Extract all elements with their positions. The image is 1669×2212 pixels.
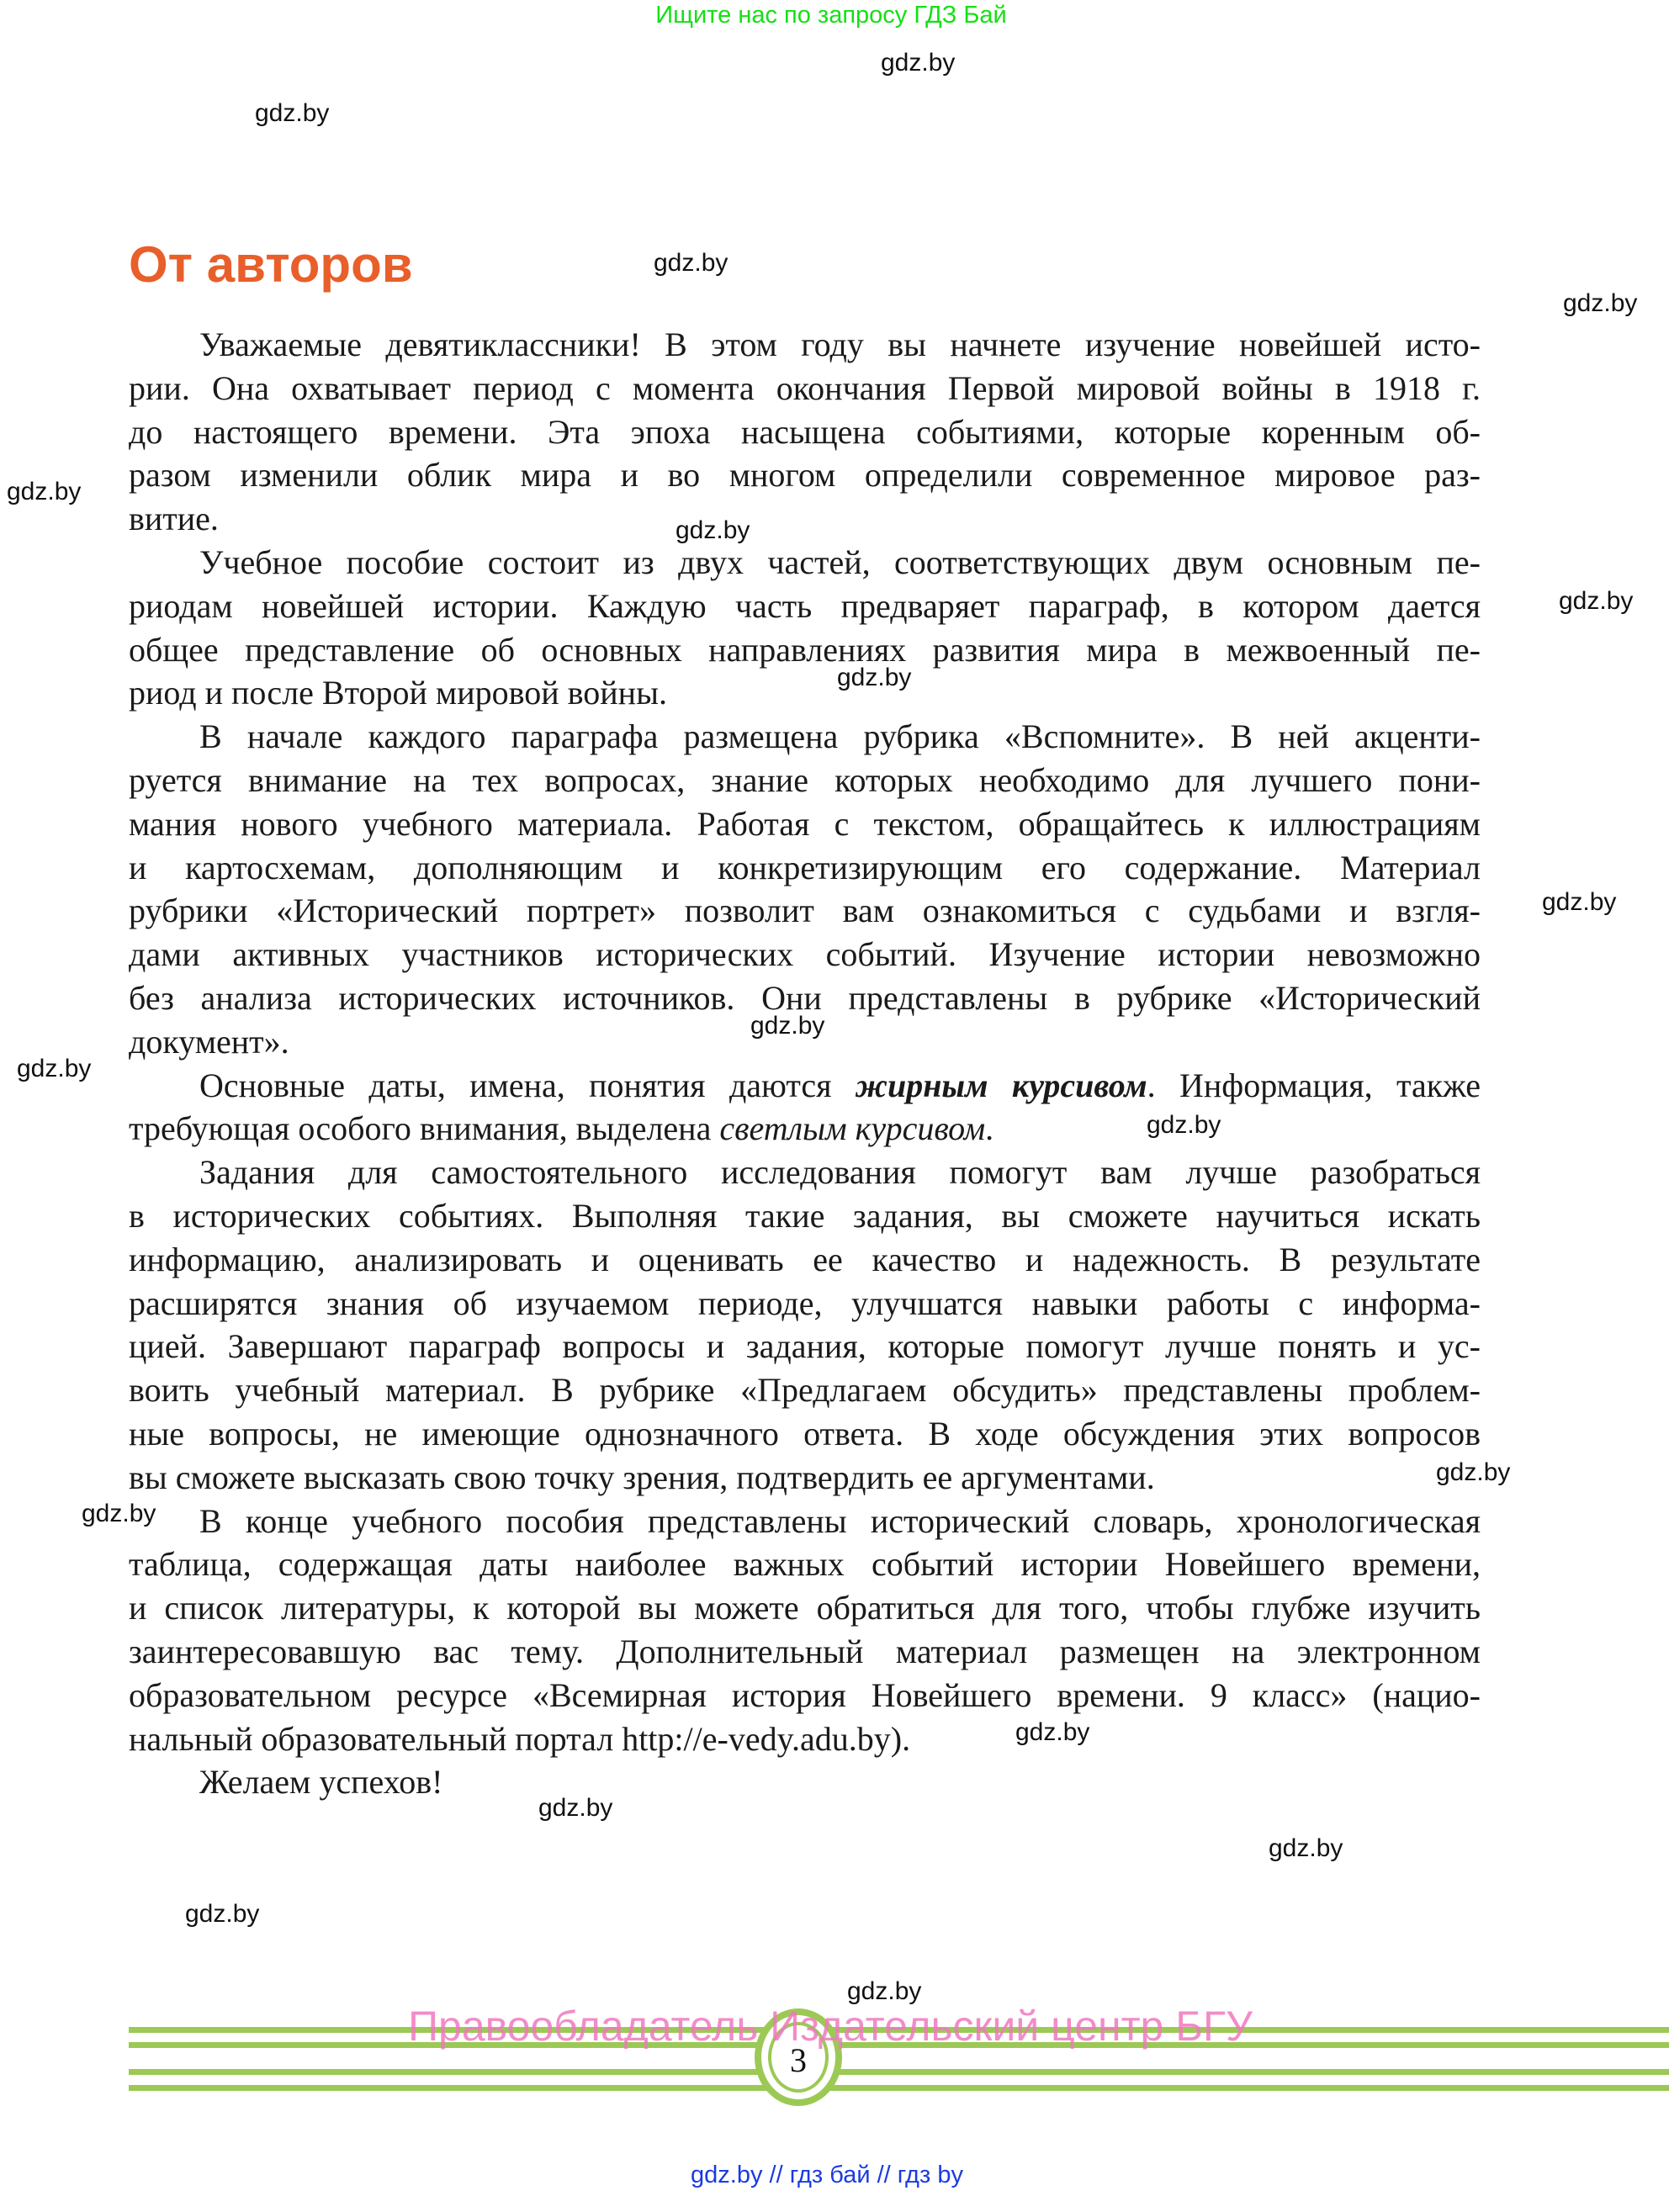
text-line: В начале каждого параграфа размещена рубрика «Вспомните». В ней акценти- <box>199 717 1481 756</box>
watermark: gdz.by <box>881 49 956 77</box>
text-line: воить учебный материал. В рубрике «Предлагаем обсудить» представлены проблем- <box>129 1371 1481 1410</box>
paragraph <box>129 1064 1481 1151</box>
text-line: таблица, содержащая даты наиболее важных событий истории Новейшего времени, <box>129 1545 1481 1584</box>
text-line: Уважаемые девятиклассники! В этом году вы начнете изучение новейшей исто- <box>199 325 1481 363</box>
text-line <box>129 1064 1481 1108</box>
text-line: руется внимание на тех вопросах, знание которых необходимо для лучшего пони- <box>129 760 1481 799</box>
watermark: gdz.by <box>837 664 912 691</box>
search-banner: Ищите нас по запросу ГДЗ Бай <box>655 2 1007 29</box>
text-line: информацию, анализировать и оценивать ее качество и надежность. В результате <box>129 1240 1481 1278</box>
text-line: Учебное пособие состоит из двух частей, соответствующих двум основным пе- <box>199 542 1481 581</box>
watermark: gdz.by <box>185 1900 260 1928</box>
text-line: до настоящего времени. Эта эпоха насыщена событиями, которые коренным об- <box>129 412 1481 451</box>
text-line: без анализа исторических источников. Они представлены в рубрике «Исторический <box>129 978 1481 1017</box>
watermark: gdz.by <box>1542 888 1617 916</box>
text-line: и картосхемам, дополняющим и конкретизирующим его содержание. Материал <box>129 848 1481 886</box>
page-number: 3 <box>790 2041 807 2079</box>
text-line: дами активных участников исторических событий. Изучение истории невозможно <box>129 935 1481 974</box>
watermark: gdz.by <box>1147 1111 1221 1139</box>
text-segment: Основные даты, имена, понятия даются <box>199 1066 856 1104</box>
text-line <box>129 1107 1481 1151</box>
watermark: gdz.by <box>7 478 82 505</box>
watermark: gdz.by <box>654 249 729 277</box>
text-line: Желаем успехов! <box>199 1763 443 1802</box>
footer-rule <box>129 2085 1669 2091</box>
text-line: образовательном ресурсе «Всемирная история Новейшего времени. 9 класс» (нацио- <box>129 1675 1481 1714</box>
text-line: Задания для самостоятельного исследования помогут вам лучше разобраться <box>199 1153 1481 1192</box>
text-line: общее представление об основных направлениях развития мира в межвоенный пе- <box>129 630 1481 669</box>
text-line: разом изменили облик мира и во многом определили современное мировое раз- <box>129 456 1481 495</box>
text-line: цией. Завершают параграф вопросы и задания, которые помогут лучше понять и ус- <box>129 1327 1481 1366</box>
body-text <box>129 323 1481 1804</box>
watermark: gdz.by <box>1436 1458 1511 1486</box>
text-line: и список литературы, к которой вы можете обратиться для того, чтобы глубже изучить <box>129 1589 1481 1627</box>
text-line: В конце учебного пособия представлены исторический словарь, хронологическая <box>199 1501 1481 1540</box>
text-line: риодам новейшей истории. Каждую часть предваряет параграф, в котором дается <box>129 586 1481 625</box>
watermark: gdz.by <box>676 516 750 544</box>
page-title: От авторов <box>129 236 413 293</box>
paragraph <box>129 1500 1481 1761</box>
text-line: рии. Она охватывает период с момента окончания Первой мировой войны в 1918 г. <box>129 368 1481 407</box>
text-line: витие. <box>129 500 219 538</box>
watermark: gdz.by <box>82 1500 156 1527</box>
rights-holder-watermark: Правообладатель Издательский центр БГУ <box>408 2003 1253 2050</box>
watermark: gdz.by <box>17 1055 92 1082</box>
watermark: gdz.by <box>255 99 330 127</box>
bold-italic-text: жирным курсивом <box>855 1066 1147 1104</box>
watermark: gdz.by <box>538 1794 613 1822</box>
text-segment: . <box>985 1109 994 1148</box>
paragraph <box>129 1151 1481 1499</box>
text-line: расширятся знания об изучаемом периоде, улучшатся навыки работы с информа- <box>129 1283 1481 1322</box>
watermark: gdz.by <box>1563 289 1638 317</box>
text-line: документ». <box>129 1022 289 1061</box>
text-segment: требующая особого внимания, выделена <box>129 1109 720 1148</box>
text-segment: . Информация, также <box>1147 1066 1481 1104</box>
text-line: мания нового учебного материала. Работая с текстом, обращайтесь к иллюстрациям <box>129 804 1481 843</box>
watermark: gdz.by <box>1559 587 1634 615</box>
paragraph <box>129 323 1481 541</box>
watermark: gdz.by <box>1269 1834 1343 1862</box>
paragraph <box>129 541 1481 715</box>
text-line: ные вопросы, не имеющие однозначного ответа. В ходе обсуждения этих вопросов <box>129 1414 1481 1453</box>
text-line: в исторических событиях. Выполняя такие задания, вы сможете научиться искать <box>129 1196 1481 1235</box>
watermark: gdz.by <box>847 1977 922 2005</box>
text-line: нальный образовательный портал http://e-vedy.adu.by). <box>129 1719 911 1758</box>
bottom-links[interactable]: gdz.by // гдз бай // гдз by <box>691 2162 963 2188</box>
footer-rule <box>129 2069 1669 2075</box>
text-line: заинтересовавшую вас тему. Дополнительный материал размещен на электронном <box>129 1632 1481 1670</box>
light-italic-text: светлым курсивом <box>719 1109 986 1148</box>
watermark: gdz.by <box>1015 1718 1090 1746</box>
paragraph <box>129 1760 1481 1804</box>
text-line: риод и после Второй мировой войны. <box>129 674 667 712</box>
watermark: gdz.by <box>750 1012 825 1040</box>
text-line: вы сможете высказать свою точку зрения, подтвердить ее аргументами. <box>129 1458 1155 1496</box>
text-line: рубрики «Исторический портрет» позволит вам ознакомиться с судьбами и взгля- <box>129 892 1481 930</box>
